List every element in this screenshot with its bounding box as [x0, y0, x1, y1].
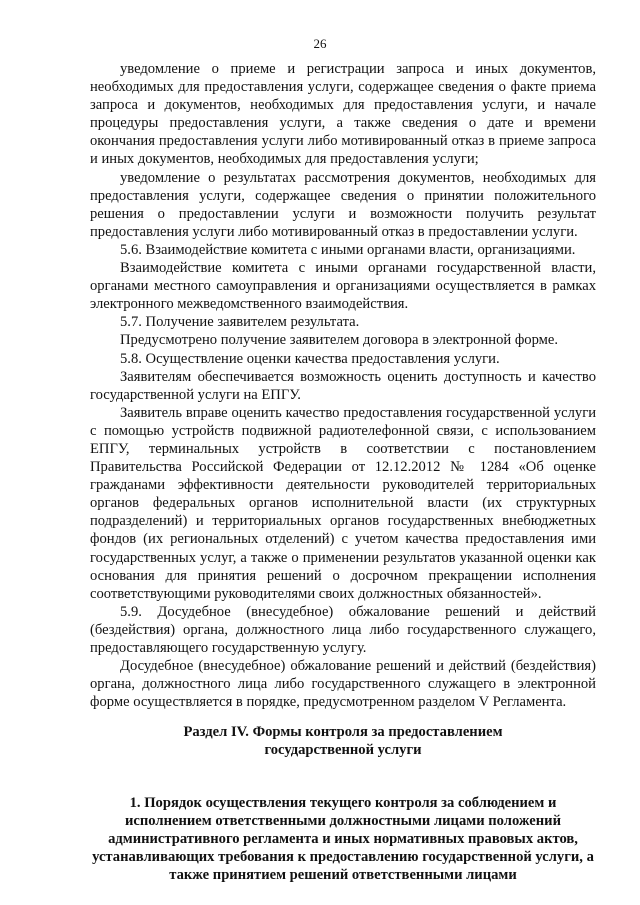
paragraph-5-9-title: 5.9. Досудебное (внесудебное) обжалование решений и действий (бездействия) органа, должностного лица либо государственного служащего, предоставляющего государственную услугу. — [90, 603, 596, 656]
paragraph-notice-receipt: уведомление о приеме и регистрации запроса и иных документов, необходимых для предоставления услуги, содержащее сведения о факте приема запроса и документов, необходимых для предоставления услуги, и начале процедуры предоставления услуги, а также сведения о дате и времени окончания предоставления услуги либо мотивированный отказ в приеме запроса и иных документов, необходимых для предоставления услуги; — [90, 61, 596, 168]
body-text — [90, 60, 596, 711]
paragraph-5-6-title: 5.6. Взаимодействие комитета с иными органами власти, организациями. — [120, 241, 576, 258]
sub-heading: 1. Порядок осуществления текущего контроля за соблюдением и исполнением ответственными должностными лицами положений административного регламента и иных нормативных правовых актов, устанавливающих требования к предоставлению государственной услуги, а также принятием решений ответственными лицами — [92, 795, 594, 883]
section-heading-line-1: Раздел IV. Формы контроля за предоставлением — [183, 724, 503, 740]
paragraph-5-8-assessment: Заявитель вправе оценить качество предоставления государственной услуги с помощью устройств подвижной радиотелефонной связи, с использованием ЕПГУ, терминальных устройств в соответствии с постановлением Правительства Российской Федерации от 12.12.2012 № 1284 «Об оценке гражданами эффективности деятельности руководителей территориальных органов федеральных органов исполнительной власти (их структурных подразделений) и территориальных органов государственных внебюджетных фондов (их региональных отделений) с учетом качества предоставления ими государственных услуг, а также о применении результатов указанной оценки как основания для принятия решений о досрочном прекращении исполнения соответствующими руководителями своих должностных обязанностей». — [90, 404, 596, 602]
paragraph-5-9-body: Досудебное (внесудебное) обжалование решений и действий (бездействия) органа, должностного лица либо государственного служащего в электронной форме осуществляется в порядке, предусмотренном разделом V Регламента. — [90, 658, 596, 711]
paragraph-5-7-title: 5.7. Получение заявителем результата. — [120, 314, 360, 331]
paragraph-5-8-body: Заявителям обеспечивается возможность оценить доступность и качество государственной услуги на ЕПГУ. — [90, 368, 596, 403]
paragraph-5-6-body: Взаимодействие комитета с иными органами государственной власти, органами местного самоуправления и организациями осуществляется в рамках электронного межведомственного взаимодействия. — [90, 260, 596, 313]
paragraph-5-7-body: Предусмотрено получение заявителем договора в электронной форме. — [120, 332, 559, 349]
paragraph-notice-results: уведомление о результатах рассмотрения документов, необходимых для предоставления услуги, содержащее сведения о принятии положительного решения о предоставлении услуги и возможности получить результат предоставления услуги либо мотивированный отказ в предоставлении услуги. — [90, 169, 596, 240]
page-number: 26 — [313, 36, 327, 51]
section-heading-line-2: государственной услуги — [264, 742, 422, 758]
section-heading — [90, 723, 596, 759]
paragraph-5-8-title: 5.8. Осуществление оценки качества предоставления услуги. — [120, 350, 500, 367]
